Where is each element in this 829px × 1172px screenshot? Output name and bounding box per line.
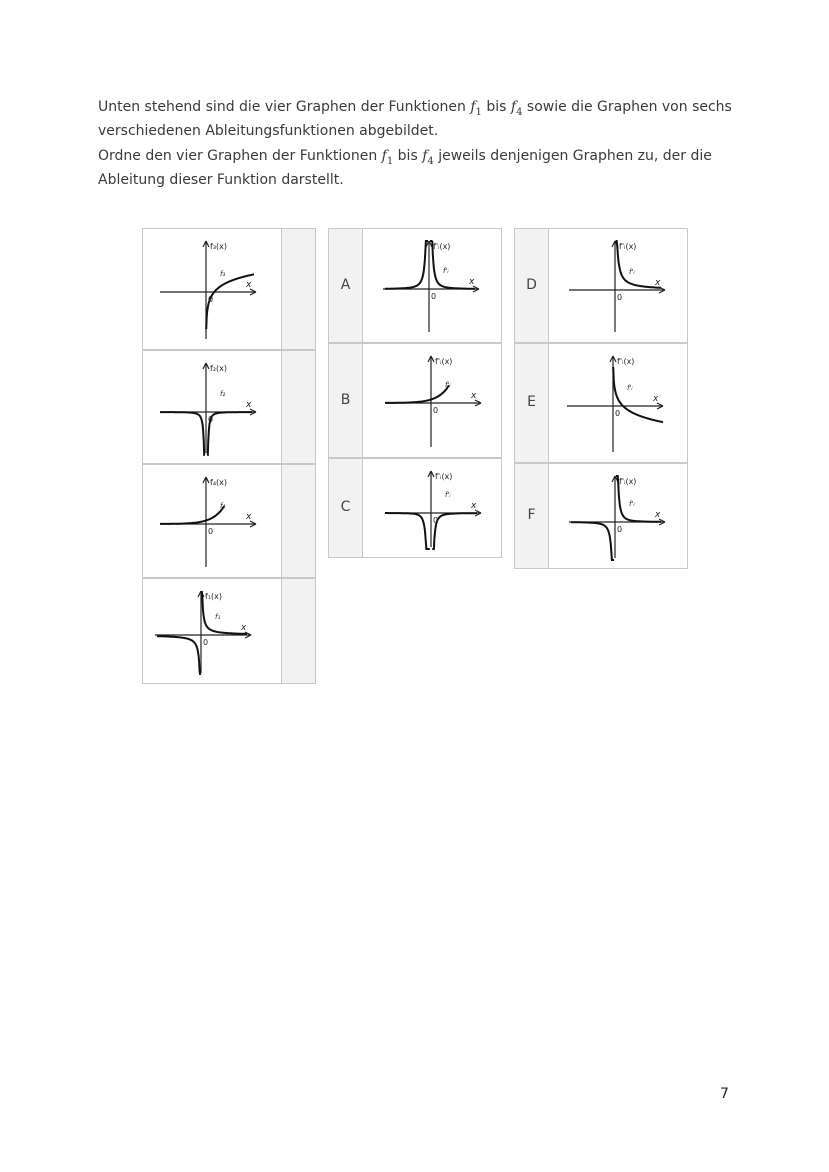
function-graph-f4 [143,465,283,579]
text-span: jeweils denjenigen Graphen zu, der die Ableitung dieser Funktion darstellt. [98,148,712,188]
function-curve [385,241,428,289]
letter-cell-D [514,228,549,343]
x-axis-label: x [246,280,252,290]
letter-cell-E [514,343,549,463]
function-curve [207,412,252,455]
origin-label: 0 [433,406,439,415]
curve-label: f'ᵢ [629,268,635,276]
derivative-graph-cell-D [548,228,688,343]
function-graph-f3 [143,229,283,351]
text-span: bis [481,99,511,115]
origin-label: 0 [208,415,214,424]
function-curve [157,636,200,675]
y-axis-label: f'ᵢ(x) [435,357,453,366]
origin-label: 0 [617,293,623,302]
x-axis-label: x [246,400,252,410]
text-span: Ordne den vier Graphen der Funktionen [98,148,382,164]
derivative-graph-D [549,229,689,344]
function-graph-cell-f4 [142,464,282,578]
derivative-graph-cell-E [548,343,688,463]
x-axis-label: x [471,501,477,511]
curve-label: f'ᵢ [629,500,635,508]
curve-label: f₃ [220,270,226,278]
origin-label: 0 [431,292,437,301]
answer-cell-f1[interactable] [281,578,316,684]
answer-cell-f3[interactable] [281,228,316,350]
option-letter: B [340,391,351,408]
letter-cell-B [328,343,363,458]
answer-cell-f2[interactable] [281,350,316,464]
x-axis-label: x [246,512,252,522]
origin-label: 0 [208,295,214,304]
derivative-graph-cell-A [362,228,502,343]
y-axis-label: f'ᵢ(x) [433,242,451,251]
instruction-paragraph-2 [98,147,738,190]
function-graph-cell-f3 [142,228,282,350]
letter-cell-A [328,228,363,343]
letter-cell-F [514,463,549,569]
math-subscript: 4 [427,155,434,167]
function-curve [385,385,449,403]
math-subscript: 4 [516,106,523,118]
y-axis-label: f₂(x) [210,364,227,373]
y-axis-label: f'ᵢ(x) [435,472,453,481]
math-symbol: f [381,148,387,164]
curve-label: f'ᵢ [627,384,633,392]
origin-label: 0 [433,516,439,525]
instruction-paragraph-1 [98,98,738,141]
x-axis-label: x [469,277,475,287]
x-axis-label: x [653,394,659,404]
derivative-graph-E [549,344,689,464]
function-graph-cell-f1 [142,578,282,684]
option-letter: E [527,394,536,410]
math-f4 [510,99,523,118]
y-axis-label: f₃(x) [210,242,227,251]
math-f1 [470,99,482,118]
curve-label: f'ᵢ [445,381,451,389]
function-graph-f1 [143,579,283,685]
page-number: 7 [720,1086,729,1102]
origin-label: 0 [203,638,209,647]
math-symbol: f [422,148,428,164]
math-subscript: 1 [386,155,394,167]
y-axis-label: f'ᵢ(x) [619,477,637,486]
curve-label: f₁ [215,613,221,621]
math-subscript: 1 [475,106,482,118]
curve-label: f'ᵢ [445,491,451,499]
x-axis-label: x [655,510,661,520]
text-span: bis [393,148,423,164]
origin-label: 0 [615,409,621,418]
origin-label: 0 [208,527,214,536]
function-graph-f2 [143,351,283,465]
origin-label: 0 [617,525,623,534]
text-span: sowie die Graphen von sechs verschiedenen Ableitungsfunktionen abgebildet. [98,99,732,139]
y-axis-label: f₄(x) [210,478,227,487]
curve-label: f'ᵢ [443,267,449,275]
letter-cell-C [328,458,363,558]
derivative-graph-cell-F [548,463,688,569]
x-axis-label: x [471,391,477,401]
math-symbol: f [470,99,476,115]
option-letter: F [527,507,536,523]
function-curve [160,412,205,455]
y-axis-label: f'ᵢ(x) [617,357,635,366]
y-axis-label: f'ᵢ(x) [619,242,637,251]
answer-cell-f4[interactable] [281,464,316,578]
derivative-graph-B [363,344,503,459]
derivative-graph-F [549,464,689,570]
function-curve [432,513,477,549]
x-axis-label: x [655,278,661,288]
function-curve [385,513,430,549]
derivative-graph-C [363,459,503,559]
derivative-graph-cell-B [362,343,502,458]
math-f1 [381,148,394,167]
function-curve [160,506,224,524]
derivative-graph-cell-C [362,458,502,558]
option-letter: C [340,499,351,515]
option-letter: A [340,276,351,293]
function-curve [571,522,614,560]
derivative-graph-A [363,229,503,344]
text-span: Unten stehend sind die vier Graphen der Funktionen [98,99,471,115]
function-graph-cell-f2 [142,350,282,464]
y-axis-label: f₁(x) [205,592,222,601]
math-f4 [422,148,434,167]
curve-label: f₄ [220,502,226,510]
x-axis-label: x [241,623,247,633]
option-letter: D [526,276,537,293]
curve-label: f₂ [220,390,226,398]
math-symbol: f [510,99,517,115]
